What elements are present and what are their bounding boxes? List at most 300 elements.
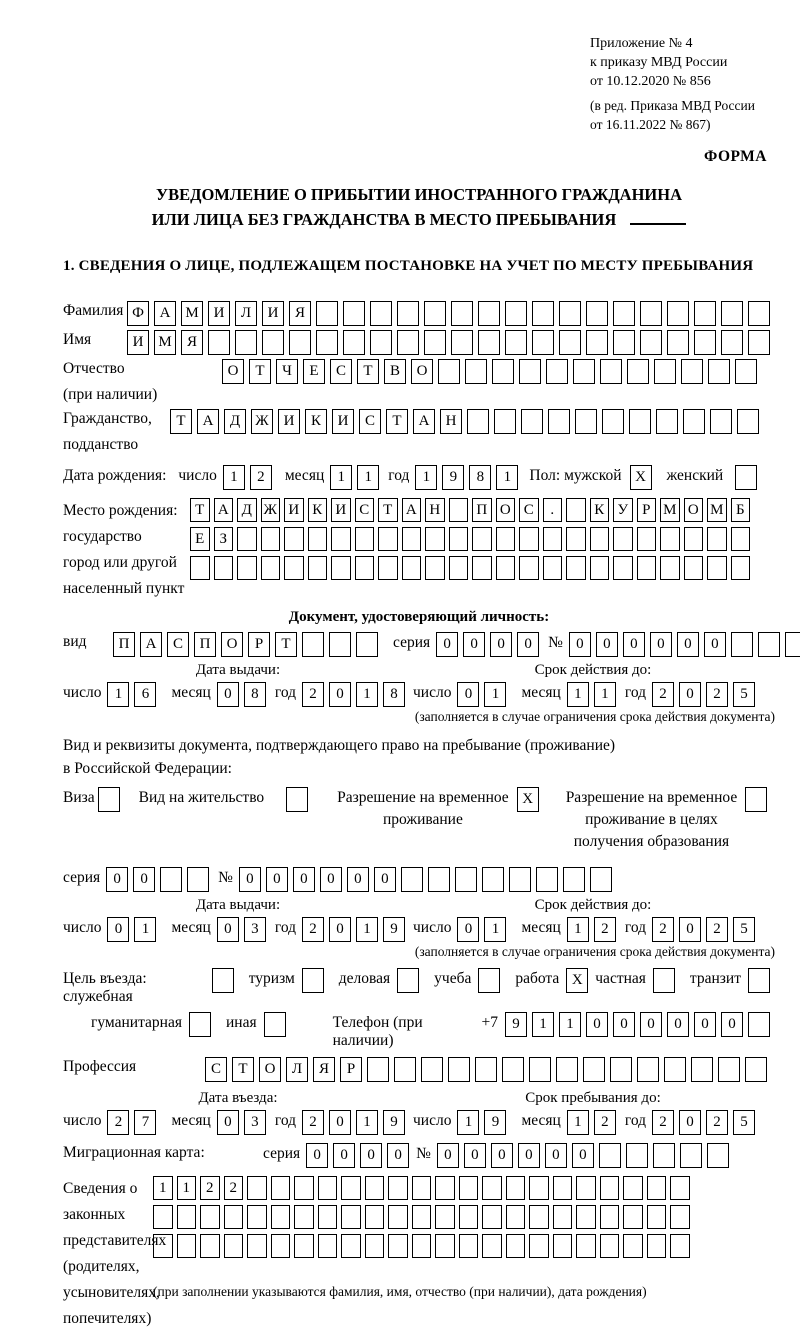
char-box[interactable]: [626, 1143, 648, 1168]
char-box[interactable]: О: [411, 359, 433, 384]
char-box[interactable]: [721, 330, 743, 355]
char-box[interactable]: [262, 330, 284, 355]
char-box[interactable]: [435, 1205, 455, 1229]
char-box[interactable]: 0: [306, 1143, 328, 1168]
char-box[interactable]: [214, 556, 234, 580]
char-box[interactable]: [397, 330, 419, 355]
char-box[interactable]: Д: [224, 409, 246, 434]
char-box[interactable]: 0: [333, 1143, 355, 1168]
char-box[interactable]: [519, 359, 541, 384]
char-box[interactable]: X: [517, 787, 539, 812]
char-box[interactable]: [394, 1057, 416, 1082]
char-box[interactable]: Я: [313, 1057, 335, 1082]
char-box[interactable]: И: [284, 498, 304, 522]
char-box[interactable]: [435, 1176, 455, 1200]
char-box[interactable]: [623, 1234, 643, 1258]
char-box[interactable]: [505, 330, 527, 355]
char-box[interactable]: 0: [329, 917, 351, 942]
char-box[interactable]: [478, 330, 500, 355]
char-box[interactable]: З: [214, 527, 234, 551]
char-box[interactable]: 2: [302, 917, 324, 942]
char-box[interactable]: 5: [733, 917, 755, 942]
char-box[interactable]: [451, 330, 473, 355]
char-box[interactable]: К: [308, 498, 328, 522]
char-box[interactable]: 0: [464, 1143, 486, 1168]
char-box[interactable]: А: [154, 301, 176, 326]
char-box[interactable]: [586, 330, 608, 355]
char-box[interactable]: [559, 330, 581, 355]
char-box[interactable]: [613, 527, 633, 551]
char-box[interactable]: 0: [347, 867, 369, 892]
char-box[interactable]: [308, 527, 328, 551]
char-box[interactable]: [200, 1205, 220, 1229]
char-box[interactable]: П: [472, 498, 492, 522]
char-box[interactable]: 0: [694, 1012, 716, 1037]
char-box[interactable]: [160, 867, 182, 892]
char-box[interactable]: [355, 556, 375, 580]
char-box[interactable]: [529, 1176, 549, 1200]
char-box[interactable]: [654, 359, 676, 384]
char-box[interactable]: [289, 330, 311, 355]
char-box[interactable]: [284, 556, 304, 580]
char-box[interactable]: [448, 1057, 470, 1082]
char-box[interactable]: [451, 301, 473, 326]
char-box[interactable]: [492, 359, 514, 384]
char-box[interactable]: П: [113, 632, 135, 657]
char-box[interactable]: [365, 1176, 385, 1200]
char-box[interactable]: [388, 1176, 408, 1200]
char-box[interactable]: [472, 556, 492, 580]
char-box[interactable]: [224, 1205, 244, 1229]
char-box[interactable]: [506, 1176, 526, 1200]
char-box[interactable]: 9: [484, 1110, 506, 1135]
char-box[interactable]: 8: [469, 465, 491, 490]
char-box[interactable]: [153, 1205, 173, 1229]
char-box[interactable]: [247, 1234, 267, 1258]
char-box[interactable]: 9: [383, 1110, 405, 1135]
char-box[interactable]: 2: [594, 917, 616, 942]
char-box[interactable]: [367, 1057, 389, 1082]
char-box[interactable]: 0: [437, 1143, 459, 1168]
char-box[interactable]: [590, 527, 610, 551]
char-box[interactable]: [758, 632, 780, 657]
char-box[interactable]: [271, 1205, 291, 1229]
char-box[interactable]: 0: [679, 682, 701, 707]
char-box[interactable]: [412, 1234, 432, 1258]
char-box[interactable]: 0: [329, 1110, 351, 1135]
char-box[interactable]: [590, 867, 612, 892]
char-box[interactable]: 1: [107, 682, 129, 707]
char-box[interactable]: [482, 1234, 502, 1258]
char-box[interactable]: [707, 1143, 729, 1168]
char-box[interactable]: [412, 1176, 432, 1200]
char-box[interactable]: [656, 409, 678, 434]
char-box[interactable]: [177, 1234, 197, 1258]
char-box[interactable]: [378, 527, 398, 551]
char-box[interactable]: 0: [491, 1143, 513, 1168]
char-box[interactable]: [586, 301, 608, 326]
char-box[interactable]: [449, 556, 469, 580]
char-box[interactable]: Д: [237, 498, 257, 522]
char-box[interactable]: 1: [223, 465, 245, 490]
char-box[interactable]: 0: [679, 1110, 701, 1135]
char-box[interactable]: [302, 968, 324, 993]
char-box[interactable]: 1: [457, 1110, 479, 1135]
char-box[interactable]: [355, 527, 375, 551]
char-box[interactable]: Р: [340, 1057, 362, 1082]
char-box[interactable]: [623, 1205, 643, 1229]
char-box[interactable]: С: [330, 359, 352, 384]
char-box[interactable]: [343, 330, 365, 355]
char-box[interactable]: .: [543, 498, 563, 522]
char-box[interactable]: 0: [239, 867, 261, 892]
char-box[interactable]: [341, 1234, 361, 1258]
char-box[interactable]: [647, 1234, 667, 1258]
char-box[interactable]: С: [519, 498, 539, 522]
char-box[interactable]: [212, 968, 234, 993]
char-box[interactable]: 0: [374, 867, 396, 892]
char-box[interactable]: 0: [463, 632, 485, 657]
char-box[interactable]: [543, 556, 563, 580]
char-box[interactable]: 1: [567, 1110, 589, 1135]
char-box[interactable]: [308, 556, 328, 580]
char-box[interactable]: [343, 301, 365, 326]
char-box[interactable]: [341, 1205, 361, 1229]
char-box[interactable]: [294, 1234, 314, 1258]
char-box[interactable]: 5: [733, 682, 755, 707]
char-box[interactable]: М: [181, 301, 203, 326]
char-box[interactable]: [735, 465, 757, 490]
char-box[interactable]: 0: [217, 682, 239, 707]
char-box[interactable]: У: [613, 498, 633, 522]
char-box[interactable]: 0: [613, 1012, 635, 1037]
char-box[interactable]: [465, 359, 487, 384]
char-box[interactable]: [691, 1057, 713, 1082]
char-box[interactable]: 0: [721, 1012, 743, 1037]
char-box[interactable]: А: [197, 409, 219, 434]
char-box[interactable]: [653, 968, 675, 993]
char-box[interactable]: [573, 359, 595, 384]
char-box[interactable]: Р: [248, 632, 270, 657]
char-box[interactable]: [459, 1205, 479, 1229]
char-box[interactable]: [467, 409, 489, 434]
char-box[interactable]: [576, 1234, 596, 1258]
char-box[interactable]: К: [590, 498, 610, 522]
char-box[interactable]: [519, 527, 539, 551]
char-box[interactable]: [566, 556, 586, 580]
char-box[interactable]: О: [259, 1057, 281, 1082]
char-box[interactable]: [294, 1205, 314, 1229]
char-box[interactable]: Я: [289, 301, 311, 326]
char-box[interactable]: 2: [200, 1176, 220, 1200]
char-box[interactable]: [237, 556, 257, 580]
char-box[interactable]: 1: [484, 682, 506, 707]
char-box[interactable]: [559, 301, 581, 326]
char-box[interactable]: [637, 556, 657, 580]
char-box[interactable]: 0: [266, 867, 288, 892]
char-box[interactable]: 2: [250, 465, 272, 490]
char-box[interactable]: [424, 330, 446, 355]
char-box[interactable]: 0: [677, 632, 699, 657]
char-box[interactable]: [708, 359, 730, 384]
char-box[interactable]: 2: [652, 682, 674, 707]
char-box[interactable]: С: [355, 498, 375, 522]
char-box[interactable]: [331, 556, 351, 580]
char-box[interactable]: [190, 556, 210, 580]
char-box[interactable]: 0: [217, 1110, 239, 1135]
char-box[interactable]: [737, 409, 759, 434]
char-box[interactable]: [331, 527, 351, 551]
char-box[interactable]: 5: [733, 1110, 755, 1135]
char-box[interactable]: 1: [415, 465, 437, 490]
char-box[interactable]: [613, 330, 635, 355]
char-box[interactable]: [459, 1176, 479, 1200]
char-box[interactable]: Т: [386, 409, 408, 434]
char-box[interactable]: [200, 1234, 220, 1258]
char-box[interactable]: [478, 968, 500, 993]
char-box[interactable]: 1: [356, 917, 378, 942]
char-box[interactable]: [482, 1205, 502, 1229]
char-box[interactable]: [237, 527, 257, 551]
char-box[interactable]: [482, 867, 504, 892]
char-box[interactable]: [694, 301, 716, 326]
char-box[interactable]: [365, 1205, 385, 1229]
char-box[interactable]: [548, 409, 570, 434]
char-box[interactable]: [235, 330, 257, 355]
char-box[interactable]: 0: [704, 632, 726, 657]
char-box[interactable]: 0: [586, 1012, 608, 1037]
char-box[interactable]: [397, 968, 419, 993]
char-box[interactable]: [261, 527, 281, 551]
char-box[interactable]: О: [221, 632, 243, 657]
char-box[interactable]: [208, 330, 230, 355]
char-box[interactable]: Н: [425, 498, 445, 522]
char-box[interactable]: 2: [652, 1110, 674, 1135]
char-box[interactable]: [680, 1143, 702, 1168]
char-box[interactable]: [472, 527, 492, 551]
char-box[interactable]: 1: [594, 682, 616, 707]
char-box[interactable]: И: [278, 409, 300, 434]
char-box[interactable]: X: [630, 465, 652, 490]
char-box[interactable]: Т: [249, 359, 271, 384]
char-box[interactable]: [684, 556, 704, 580]
char-box[interactable]: И: [331, 498, 351, 522]
char-box[interactable]: 8: [383, 682, 405, 707]
char-box[interactable]: [370, 330, 392, 355]
char-box[interactable]: [506, 1205, 526, 1229]
char-box[interactable]: С: [167, 632, 189, 657]
char-box[interactable]: 1: [177, 1176, 197, 1200]
char-box[interactable]: Т: [232, 1057, 254, 1082]
char-box[interactable]: 0: [107, 917, 129, 942]
char-box[interactable]: [600, 1176, 620, 1200]
char-box[interactable]: Л: [235, 301, 257, 326]
char-box[interactable]: [670, 1234, 690, 1258]
char-box[interactable]: [449, 498, 469, 522]
char-box[interactable]: В: [384, 359, 406, 384]
char-box[interactable]: [576, 1205, 596, 1229]
char-box[interactable]: [402, 556, 422, 580]
char-box[interactable]: Ч: [276, 359, 298, 384]
char-box[interactable]: [590, 556, 610, 580]
char-box[interactable]: [563, 867, 585, 892]
char-box[interactable]: 1: [559, 1012, 581, 1037]
char-box[interactable]: 1: [356, 1110, 378, 1135]
char-box[interactable]: 0: [360, 1143, 382, 1168]
char-box[interactable]: 0: [133, 867, 155, 892]
char-box[interactable]: К: [305, 409, 327, 434]
char-box[interactable]: [388, 1205, 408, 1229]
char-box[interactable]: Т: [357, 359, 379, 384]
char-box[interactable]: [318, 1234, 338, 1258]
char-box[interactable]: [286, 787, 308, 812]
char-box[interactable]: 0: [217, 917, 239, 942]
char-box[interactable]: [247, 1205, 267, 1229]
char-box[interactable]: [302, 632, 324, 657]
char-box[interactable]: 0: [457, 917, 479, 942]
char-box[interactable]: [735, 359, 757, 384]
char-box[interactable]: [748, 301, 770, 326]
char-box[interactable]: [546, 359, 568, 384]
char-box[interactable]: [785, 632, 800, 657]
char-box[interactable]: [553, 1176, 573, 1200]
char-box[interactable]: [247, 1176, 267, 1200]
char-box[interactable]: А: [140, 632, 162, 657]
char-box[interactable]: [647, 1176, 667, 1200]
char-box[interactable]: Р: [637, 498, 657, 522]
char-box[interactable]: Н: [440, 409, 462, 434]
char-box[interactable]: [640, 330, 662, 355]
char-box[interactable]: [412, 1205, 432, 1229]
char-box[interactable]: 1: [484, 917, 506, 942]
char-box[interactable]: 1: [134, 917, 156, 942]
char-box[interactable]: [365, 1234, 385, 1258]
char-box[interactable]: [566, 498, 586, 522]
char-box[interactable]: [748, 330, 770, 355]
char-box[interactable]: 0: [436, 632, 458, 657]
char-box[interactable]: [553, 1234, 573, 1258]
char-box[interactable]: 9: [383, 917, 405, 942]
char-box[interactable]: [496, 527, 516, 551]
char-box[interactable]: [506, 1234, 526, 1258]
char-box[interactable]: Т: [275, 632, 297, 657]
char-box[interactable]: Ж: [251, 409, 273, 434]
char-box[interactable]: [721, 301, 743, 326]
char-box[interactable]: [710, 409, 732, 434]
char-box[interactable]: [623, 1176, 643, 1200]
char-box[interactable]: 2: [706, 917, 728, 942]
char-box[interactable]: [667, 301, 689, 326]
char-box[interactable]: 2: [594, 1110, 616, 1135]
char-box[interactable]: 0: [623, 632, 645, 657]
char-box[interactable]: [402, 527, 422, 551]
char-box[interactable]: [438, 359, 460, 384]
char-box[interactable]: [284, 527, 304, 551]
char-box[interactable]: [401, 867, 423, 892]
char-box[interactable]: [599, 1143, 621, 1168]
char-box[interactable]: 3: [244, 917, 266, 942]
char-box[interactable]: 2: [302, 682, 324, 707]
char-box[interactable]: С: [205, 1057, 227, 1082]
char-box[interactable]: 7: [134, 1110, 156, 1135]
char-box[interactable]: [637, 1057, 659, 1082]
char-box[interactable]: [664, 1057, 686, 1082]
char-box[interactable]: [576, 1176, 596, 1200]
char-box[interactable]: 2: [302, 1110, 324, 1135]
char-box[interactable]: [610, 1057, 632, 1082]
char-box[interactable]: 1: [532, 1012, 554, 1037]
char-box[interactable]: [294, 1176, 314, 1200]
char-box[interactable]: [553, 1205, 573, 1229]
char-box[interactable]: 0: [569, 632, 591, 657]
char-box[interactable]: [637, 527, 657, 551]
char-box[interactable]: М: [154, 330, 176, 355]
char-box[interactable]: [397, 301, 419, 326]
char-box[interactable]: 2: [107, 1110, 129, 1135]
char-box[interactable]: [98, 787, 120, 812]
char-box[interactable]: [261, 556, 281, 580]
char-box[interactable]: [602, 409, 624, 434]
char-box[interactable]: [425, 556, 445, 580]
char-box[interactable]: [694, 330, 716, 355]
char-box[interactable]: [318, 1205, 338, 1229]
char-box[interactable]: О: [222, 359, 244, 384]
char-box[interactable]: [449, 527, 469, 551]
char-box[interactable]: М: [660, 498, 680, 522]
char-box[interactable]: [670, 1205, 690, 1229]
char-box[interactable]: [264, 1012, 286, 1037]
char-box[interactable]: 2: [224, 1176, 244, 1200]
char-box[interactable]: [653, 1143, 675, 1168]
char-box[interactable]: А: [214, 498, 234, 522]
char-box[interactable]: 0: [293, 867, 315, 892]
char-box[interactable]: [532, 330, 554, 355]
char-box[interactable]: П: [194, 632, 216, 657]
char-box[interactable]: 0: [650, 632, 672, 657]
char-box[interactable]: И: [262, 301, 284, 326]
char-box[interactable]: 2: [706, 1110, 728, 1135]
char-box[interactable]: И: [208, 301, 230, 326]
char-box[interactable]: [600, 359, 622, 384]
char-box[interactable]: [731, 527, 751, 551]
char-box[interactable]: Л: [286, 1057, 308, 1082]
char-box[interactable]: [505, 301, 527, 326]
char-box[interactable]: 1: [567, 917, 589, 942]
char-box[interactable]: [494, 409, 516, 434]
char-box[interactable]: [424, 301, 446, 326]
char-box[interactable]: [271, 1176, 291, 1200]
char-box[interactable]: 0: [667, 1012, 689, 1037]
char-box[interactable]: [707, 527, 727, 551]
char-box[interactable]: 3: [244, 1110, 266, 1135]
char-box[interactable]: [600, 1234, 620, 1258]
char-box[interactable]: О: [684, 498, 704, 522]
char-box[interactable]: Б: [731, 498, 751, 522]
char-box[interactable]: [271, 1234, 291, 1258]
char-box[interactable]: [670, 1176, 690, 1200]
char-box[interactable]: [356, 632, 378, 657]
char-box[interactable]: [683, 409, 705, 434]
char-box[interactable]: [329, 632, 351, 657]
char-box[interactable]: [475, 1057, 497, 1082]
char-box[interactable]: Т: [190, 498, 210, 522]
char-box[interactable]: С: [359, 409, 381, 434]
char-box[interactable]: [556, 1057, 578, 1082]
char-box[interactable]: [189, 1012, 211, 1037]
char-box[interactable]: [482, 1176, 502, 1200]
char-box[interactable]: [428, 867, 450, 892]
char-box[interactable]: О: [496, 498, 516, 522]
